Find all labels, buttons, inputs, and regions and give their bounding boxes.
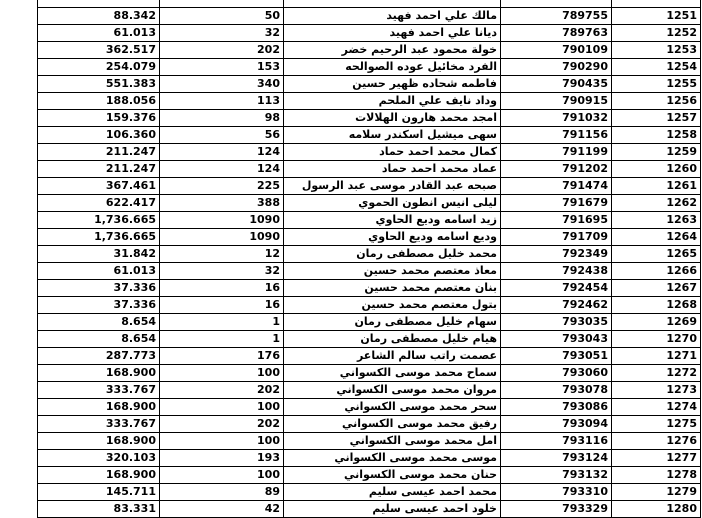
name-cell: زيد اسامه وديع الحاوي [284, 212, 501, 229]
table-body [38, 0, 701, 518]
table-row [38, 501, 701, 518]
name-cell [284, 0, 501, 8]
id-cell: 792454 [501, 280, 612, 297]
sequence-cell: 1252 [612, 25, 701, 42]
sequence-cell: 1259 [612, 144, 701, 161]
count-cell: 225 [160, 178, 284, 195]
table-row [38, 93, 701, 110]
amount-cell: 8.654 [38, 331, 160, 348]
sequence-cell: 1254 [612, 59, 701, 76]
sequence-cell: 1273 [612, 382, 701, 399]
count-cell: 340 [160, 76, 284, 93]
table-row [38, 263, 701, 280]
sequence-cell: 1262 [612, 195, 701, 212]
name-cell: وديع اسامه وديع الحاوي [284, 229, 501, 246]
id-cell: 790290 [501, 59, 612, 76]
table-row [38, 76, 701, 93]
table-row [38, 212, 701, 229]
amount-cell: 287.773 [38, 348, 160, 365]
table-row [38, 484, 701, 501]
id-cell: 791199 [501, 144, 612, 161]
name-cell: حنان محمد موسى الكسواني [284, 467, 501, 484]
count-cell: 12 [160, 246, 284, 263]
sequence-cell: 1257 [612, 110, 701, 127]
count-cell: 202 [160, 42, 284, 59]
amount-cell: 333.767 [38, 382, 160, 399]
name-cell: بنان معتصم محمد حسين [284, 280, 501, 297]
sequence-cell: 1269 [612, 314, 701, 331]
id-cell: 793116 [501, 433, 612, 450]
count-cell: 16 [160, 280, 284, 297]
count-cell: 124 [160, 161, 284, 178]
id-cell: 792462 [501, 297, 612, 314]
sequence-cell: 1280 [612, 501, 701, 518]
table-row [38, 331, 701, 348]
table-row [38, 450, 701, 467]
name-cell: خولة محمود عبد الرحيم خضر [284, 42, 501, 59]
count-cell: 100 [160, 365, 284, 382]
sequence-cell: 1255 [612, 76, 701, 93]
count-cell: 98 [160, 110, 284, 127]
id-cell [501, 0, 612, 8]
name-cell: محمد خليل مصطفى رمان [284, 246, 501, 263]
sequence-cell: 1253 [612, 42, 701, 59]
amount-cell: 37.336 [38, 280, 160, 297]
name-cell: الفرد مخائيل عوده الصوالحه [284, 59, 501, 76]
count-cell [160, 0, 284, 8]
sequence-cell: 1276 [612, 433, 701, 450]
sequence-cell [612, 0, 701, 8]
name-cell: وداد نايف علي الملحم [284, 93, 501, 110]
count-cell: 202 [160, 382, 284, 399]
sequence-cell: 1277 [612, 450, 701, 467]
sequence-cell: 1278 [612, 467, 701, 484]
name-cell: امجد محمد هارون الهلالات [284, 110, 501, 127]
table-row [38, 178, 701, 195]
name-cell: سهام خليل مصطفى رمان [284, 314, 501, 331]
count-cell: 193 [160, 450, 284, 467]
id-cell: 793086 [501, 399, 612, 416]
amount-cell: 168.900 [38, 433, 160, 450]
id-cell: 793060 [501, 365, 612, 382]
table-row [38, 297, 701, 314]
table-row [38, 127, 701, 144]
id-cell: 791679 [501, 195, 612, 212]
sequence-cell: 1266 [612, 263, 701, 280]
id-cell: 791709 [501, 229, 612, 246]
count-cell: 100 [160, 433, 284, 450]
id-cell: 793124 [501, 450, 612, 467]
sequence-cell: 1258 [612, 127, 701, 144]
table-row [38, 416, 701, 433]
name-cell: سحر محمد موسى الكسواني [284, 399, 501, 416]
id-cell: 792438 [501, 263, 612, 280]
count-cell: 16 [160, 297, 284, 314]
name-cell: خلود احمد عيسى سليم [284, 501, 501, 518]
count-cell: 1090 [160, 229, 284, 246]
table-row [38, 348, 701, 365]
name-cell: فاطمه شحاده ظهير حسين [284, 76, 501, 93]
amount-cell: 37.336 [38, 297, 160, 314]
id-cell: 792349 [501, 246, 612, 263]
sequence-cell: 1265 [612, 246, 701, 263]
name-cell: امل محمد موسى الكسواني [284, 433, 501, 450]
sequence-cell: 1263 [612, 212, 701, 229]
table-row [38, 8, 701, 25]
count-cell: 42 [160, 501, 284, 518]
name-cell: كمال محمد احمد حماد [284, 144, 501, 161]
id-cell: 789755 [501, 8, 612, 25]
table-row [38, 161, 701, 178]
sequence-cell: 1272 [612, 365, 701, 382]
amount-cell: 367.461 [38, 178, 160, 195]
amount-cell: 159.376 [38, 110, 160, 127]
name-cell: رفيق محمد موسى الكسواني [284, 416, 501, 433]
name-cell: بتول معتصم محمد حسين [284, 297, 501, 314]
amount-cell: 622.417 [38, 195, 160, 212]
id-cell: 791032 [501, 110, 612, 127]
id-cell: 791156 [501, 127, 612, 144]
name-cell: عماد محمد احمد حماد [284, 161, 501, 178]
id-cell: 791474 [501, 178, 612, 195]
id-cell: 793078 [501, 382, 612, 399]
sequence-cell: 1261 [612, 178, 701, 195]
table-row [38, 365, 701, 382]
count-cell: 50 [160, 8, 284, 25]
amount-cell: 211.247 [38, 144, 160, 161]
id-cell: 793035 [501, 314, 612, 331]
amount-cell: 8.654 [38, 314, 160, 331]
amount-cell: 551.383 [38, 76, 160, 93]
table-row [38, 467, 701, 484]
amount-cell: 83.331 [38, 501, 160, 518]
table-row [38, 0, 701, 8]
count-cell: 1 [160, 314, 284, 331]
id-cell: 790915 [501, 93, 612, 110]
count-cell: 100 [160, 399, 284, 416]
name-cell: سماح محمد موسى الكسواني [284, 365, 501, 382]
sequence-cell: 1271 [612, 348, 701, 365]
table-row [38, 399, 701, 416]
id-cell: 793051 [501, 348, 612, 365]
id-cell: 791202 [501, 161, 612, 178]
table-row [38, 246, 701, 263]
amount-cell: 254.079 [38, 59, 160, 76]
sequence-cell: 1256 [612, 93, 701, 110]
name-cell: محمد احمد عيسى سليم [284, 484, 501, 501]
sequence-cell: 1251 [612, 8, 701, 25]
table-row [38, 195, 701, 212]
table-row [38, 229, 701, 246]
beneficiary-table [37, 0, 701, 518]
name-cell: ديانا علي احمد فهيد [284, 25, 501, 42]
table-row [38, 433, 701, 450]
id-cell: 793043 [501, 331, 612, 348]
table-row [38, 59, 701, 76]
amount-cell: 106.360 [38, 127, 160, 144]
count-cell: 153 [160, 59, 284, 76]
count-cell: 32 [160, 263, 284, 280]
count-cell: 1 [160, 331, 284, 348]
amount-cell: 1,736.665 [38, 229, 160, 246]
table-row [38, 42, 701, 59]
name-cell: صبحه عبد القادر موسى عبد الرسول [284, 178, 501, 195]
amount-cell: 88.342 [38, 8, 160, 25]
amount-cell: 168.900 [38, 365, 160, 382]
id-cell: 793329 [501, 501, 612, 518]
amount-cell: 362.517 [38, 42, 160, 59]
amount-cell: 168.900 [38, 399, 160, 416]
count-cell: 89 [160, 484, 284, 501]
sequence-cell: 1270 [612, 331, 701, 348]
name-cell: هيام خليل مصطفى رمان [284, 331, 501, 348]
name-cell: مالك علي احمد فهيد [284, 8, 501, 25]
amount-cell: 168.900 [38, 467, 160, 484]
count-cell: 124 [160, 144, 284, 161]
table-row [38, 382, 701, 399]
amount-cell [38, 0, 160, 8]
amount-cell: 61.013 [38, 263, 160, 280]
count-cell: 113 [160, 93, 284, 110]
id-cell: 790435 [501, 76, 612, 93]
table-row [38, 314, 701, 331]
amount-cell: 1,736.665 [38, 212, 160, 229]
table-row [38, 110, 701, 127]
id-cell: 789763 [501, 25, 612, 42]
table-row [38, 25, 701, 42]
sequence-cell: 1264 [612, 229, 701, 246]
name-cell: سهى ميشيل اسكندر سلامه [284, 127, 501, 144]
id-cell: 793094 [501, 416, 612, 433]
name-cell: مروان محمد موسى الكسواني [284, 382, 501, 399]
amount-cell: 333.767 [38, 416, 160, 433]
sequence-cell: 1279 [612, 484, 701, 501]
name-cell: موسى محمد موسى الكسواني [284, 450, 501, 467]
amount-cell: 320.103 [38, 450, 160, 467]
sequence-cell: 1274 [612, 399, 701, 416]
count-cell: 388 [160, 195, 284, 212]
table-row [38, 280, 701, 297]
name-cell: عصمت راتب سالم الشاعر [284, 348, 501, 365]
amount-cell: 188.056 [38, 93, 160, 110]
id-cell: 793310 [501, 484, 612, 501]
count-cell: 202 [160, 416, 284, 433]
id-cell: 790109 [501, 42, 612, 59]
data-table-sheet [37, 0, 700, 518]
count-cell: 1090 [160, 212, 284, 229]
amount-cell: 61.013 [38, 25, 160, 42]
sequence-cell: 1268 [612, 297, 701, 314]
name-cell: معاذ معتصم محمد حسين [284, 263, 501, 280]
amount-cell: 31.842 [38, 246, 160, 263]
count-cell: 100 [160, 467, 284, 484]
count-cell: 56 [160, 127, 284, 144]
table-row [38, 144, 701, 161]
amount-cell: 211.247 [38, 161, 160, 178]
id-cell: 791695 [501, 212, 612, 229]
id-cell: 793132 [501, 467, 612, 484]
sequence-cell: 1275 [612, 416, 701, 433]
amount-cell: 145.711 [38, 484, 160, 501]
count-cell: 176 [160, 348, 284, 365]
sequence-cell: 1260 [612, 161, 701, 178]
name-cell: ليلى انيس انطون الحموي [284, 195, 501, 212]
count-cell: 32 [160, 25, 284, 42]
sequence-cell: 1267 [612, 280, 701, 297]
